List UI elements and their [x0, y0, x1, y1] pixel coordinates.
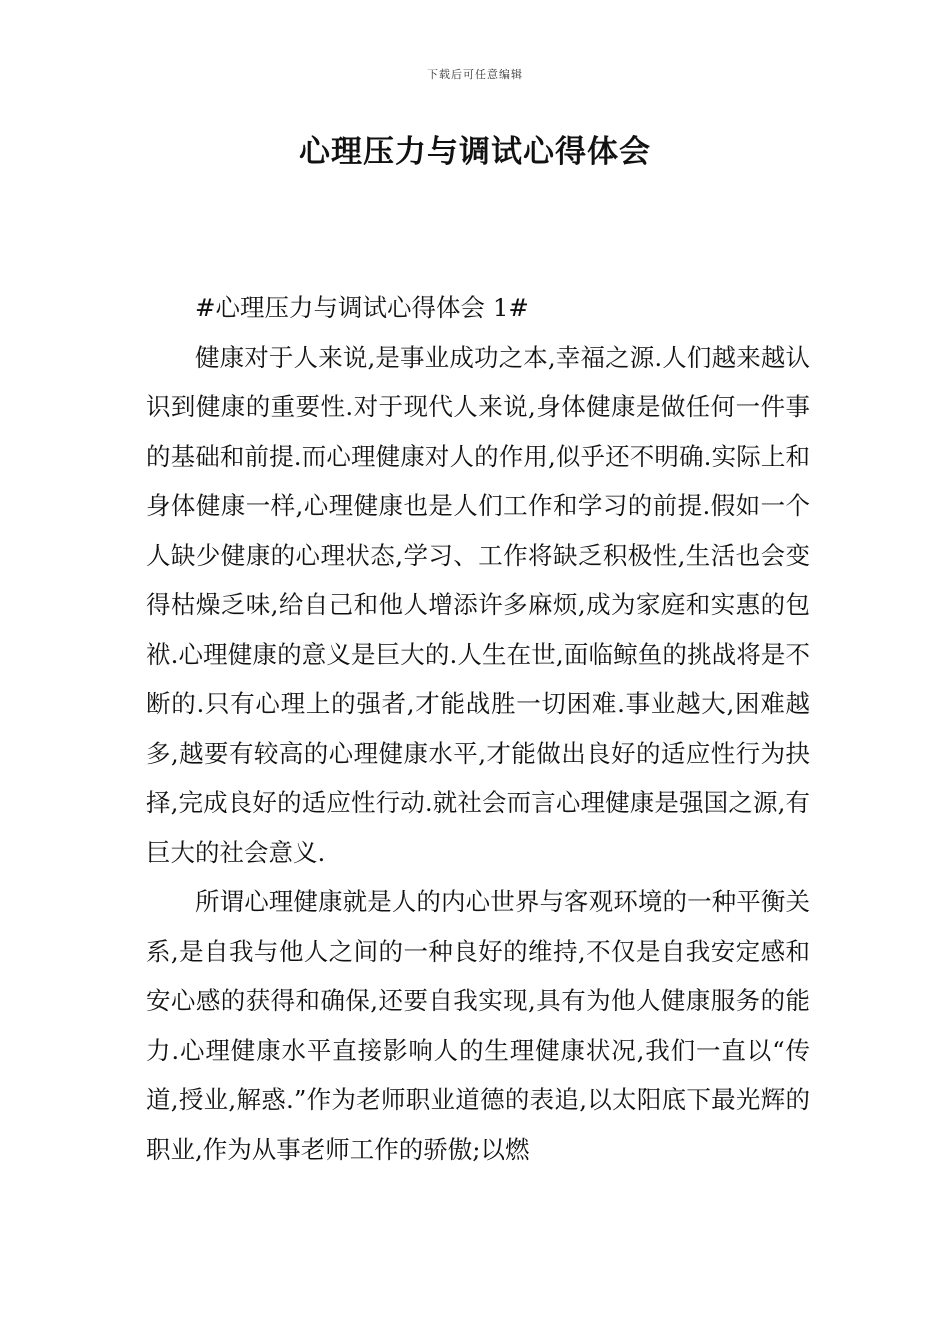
section-heading: #心理压力与调试心得体会 1#: [195, 293, 529, 322]
document-title: 心理压力与调试心得体会: [299, 134, 651, 170]
header-note: 下载后可任意编辑: [427, 68, 523, 81]
paragraph-1: 健康对于人来说,是事业成功之本,幸福之源.人们越来越认识到健康的重要性.对于现代人来说,身体健康是做任何一件事的基础和前提.而心理健康对人的作用,似乎还不明确.实际上和身体健康一样,心理健康也是人们工作和学习的前提.假如一个人缺少健康的心理状态,学习、工作将缺乏积极性,生活也会变得枯燥乏味,给自己和他人增添许多麻烦,成为家庭和实惠的包袱.心理健康的意义是巨大的.人生在世,面临鲸鱼的挑战将是不断的.只有心理上的强者,才能战胜一切困难.事业越大,困难越多,越要有较高的心理健康水平,才能做出良好的适应性行为抉择,完成良好的适应性行动.就社会而言心理健康是强国之源,有巨大的社会意义.: [146, 342, 810, 867]
document-body: [146, 283, 810, 1174]
paragraph-2: 所谓心理健康就是人的内心世界与客观环境的一种平衡关系,是自我与他人之间的一种良好的维持,不仅是自我安定感和安心感的获得和确保,还要自我实现,具有为他人健康服务的能力.心理健康水平直接影响人的生理健康状况,我们一直以“传道,授业,解惑.”作为老师职业道德的表追,以太阳底下最光辉的职业,作为从事老师工作的骄傲;以燃: [146, 887, 810, 1164]
